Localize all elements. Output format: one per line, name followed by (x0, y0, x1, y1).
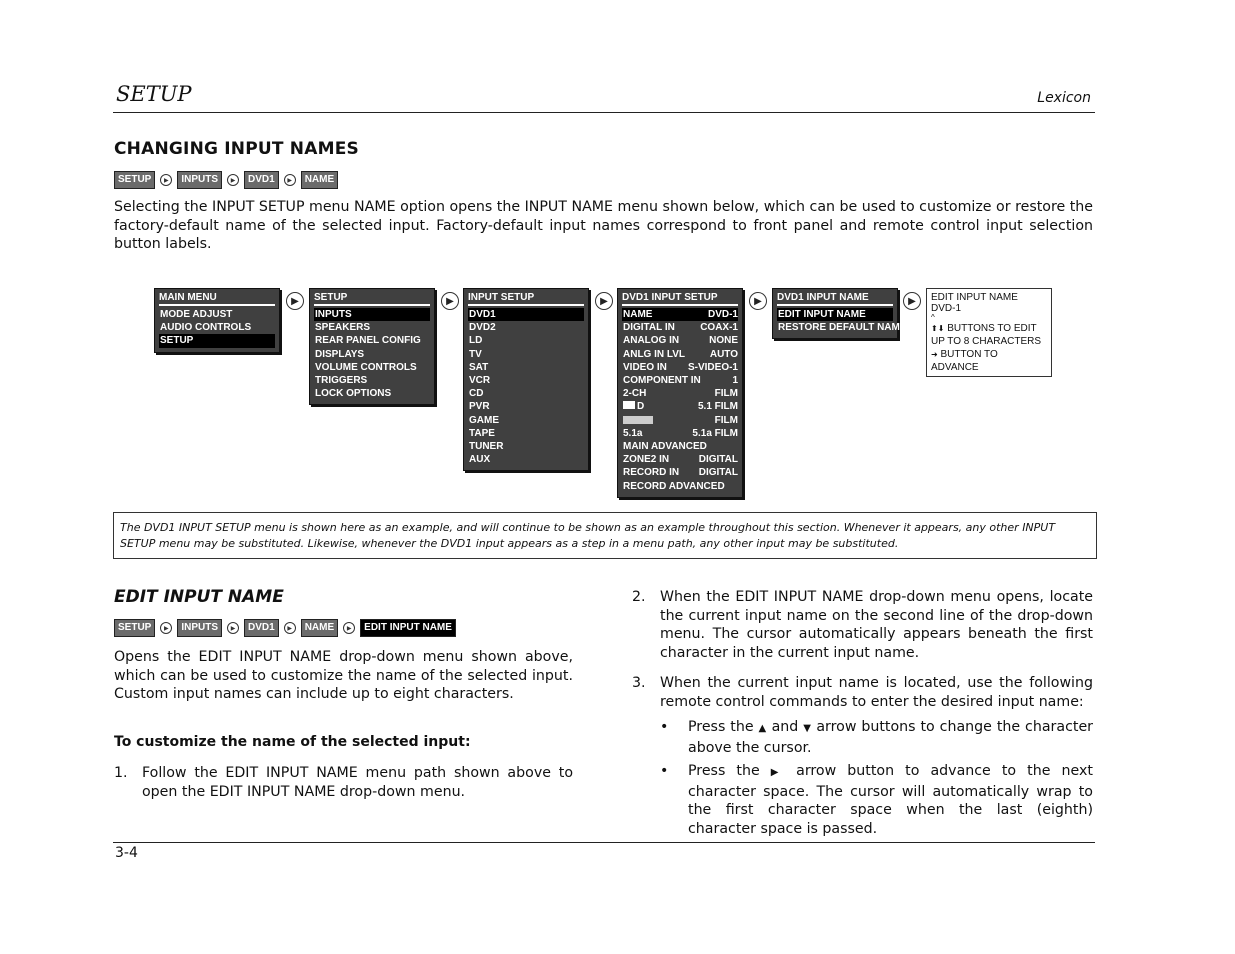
menu-row (622, 387, 738, 400)
path-chip: SETUP (114, 619, 155, 637)
menu-item: RESTORE DEFAULT NAME (778, 322, 907, 334)
procedure-subheading: To customize the name of the selected input: (114, 734, 471, 750)
menu-item: CD (469, 388, 484, 400)
dropdown-line (931, 348, 1047, 374)
dvd1-input-setup-menu-screen (617, 288, 743, 498)
dropdown-text: UP TO 8 CHARACTERS (931, 336, 1042, 347)
up-down-arrows-icon: ⬆⬇ (931, 324, 945, 333)
menu-item: SPEAKERS (315, 322, 371, 334)
menu-item: VCR (469, 375, 491, 387)
bullet-dot: • (660, 763, 669, 779)
step-number: 1. (114, 765, 128, 781)
step-3 (632, 674, 1093, 711)
path-chip: INPUTS (177, 619, 222, 637)
edit-input-name-dropdown (926, 288, 1052, 377)
menu-item: AUDIO CONTROLS (160, 322, 252, 334)
menu-item: DISPLAYS (315, 348, 365, 360)
row-value: FILM (714, 414, 738, 426)
bullet-text-part: and (771, 719, 799, 735)
right-arrow-icon: ➜ (931, 350, 938, 359)
path-arrow-icon: ▶ (160, 174, 172, 186)
menu-item: MODE ADJUST (160, 309, 233, 320)
menu-item: SAT (469, 361, 489, 373)
row-label: ANLG IN LVL (623, 348, 686, 360)
row-label: RECORD ADVANCED (623, 480, 725, 492)
row-value: DIGITAL (698, 454, 738, 466)
row-value: COAX-1 (700, 322, 738, 334)
flow-arrow-icon: ▶ (286, 292, 304, 310)
menu-row (622, 321, 738, 334)
row-value: DVD-1 (707, 309, 738, 320)
row-label: RECORD IN (623, 467, 680, 479)
right-arrow-icon: ▶ (770, 767, 786, 778)
row-label: ZONE2 IN (623, 454, 670, 466)
step-number: 2. (632, 589, 646, 605)
row-label: MAIN ADVANCED (623, 441, 707, 453)
menu-row (622, 466, 738, 479)
menu-title: DVD1 INPUT SETUP (622, 291, 738, 306)
bullet-2 (660, 762, 1093, 839)
page-number: 3-4 (115, 845, 138, 861)
menu-title: INPUT SETUP (468, 291, 584, 306)
step-text: When the current input name is located, use the following remote control commands to enter the desired input name: (660, 675, 1093, 710)
input-setup-menu-screen (463, 288, 589, 471)
menu-item: GAME (469, 414, 499, 426)
path-chip: SETUP (114, 171, 155, 189)
path-arrow-icon: ▶ (160, 622, 172, 634)
step-text: When the EDIT INPUT NAME drop-down menu opens, locate the current input name on the second line of the drop-down menu. The cursor automatically appears beneath the first character in the current input name. (660, 589, 1093, 662)
path-arrow-icon: ▶ (284, 622, 296, 634)
menu-item: LOCK OPTIONS (315, 388, 392, 400)
row-value: DIGITAL (698, 467, 738, 479)
bullet-text (688, 762, 1093, 839)
path-chip: INPUTS (177, 171, 222, 189)
header-rule (113, 112, 1095, 113)
brand-name: Lexicon (1037, 90, 1091, 106)
dropdown-text: BUTTON TO ADVANCE (931, 349, 998, 373)
path-chip-current: EDIT INPUT NAME (360, 619, 456, 637)
path-chip: NAME (301, 619, 338, 637)
flow-arrow-icon: ▶ (903, 292, 921, 310)
flow-arrow-icon: ▶ (749, 292, 767, 310)
bullet-text-part: Press the (688, 719, 754, 735)
row-value: NONE (709, 335, 738, 347)
menu-item: LD (469, 335, 483, 347)
row-value: 1 (732, 375, 738, 387)
menu-item: TUNER (469, 441, 504, 453)
menu-row (622, 427, 738, 440)
menu-row (622, 453, 738, 466)
row-label: D (637, 401, 645, 413)
dropdown-line (931, 322, 1047, 335)
menu-item: TV (469, 348, 482, 360)
setup-menu-screen (309, 288, 435, 405)
row-label: 2-CH (623, 388, 647, 400)
section-heading-edit-input-name: EDIT INPUT NAME (114, 587, 284, 607)
note-box: The DVD1 INPUT SETUP menu is shown here as an example, and will continue to be shown as an example throughout this section. Whenever it appears, any other INPUT SETUP menu may be substituted. Likewise, whenever the DVD1 input appears as a step in a menu path, any other input may be substituted. (113, 512, 1097, 559)
menu-item: DVD2 (469, 322, 496, 334)
path-chip: DVD1 (244, 171, 279, 189)
row-value: AUTO (709, 348, 738, 360)
step-text: Follow the EDIT INPUT NAME menu path shown above to open the EDIT INPUT NAME drop-down menu. (142, 765, 573, 800)
dropdown-title: EDIT INPUT NAME (931, 292, 1018, 303)
dropdown-text: BUTTONS TO EDIT (947, 323, 1037, 334)
section-2-body: Opens the EDIT INPUT NAME drop-down menu shown above, which can be used to customize the name of the selected input. Custom input names can include up to eight characters. (114, 649, 573, 703)
menu-item-selected: INPUTS (314, 308, 430, 321)
menu-item: PVR (469, 401, 490, 413)
menu-row-selected (622, 308, 738, 321)
menu-row (622, 400, 738, 413)
bullet-1 (660, 718, 1093, 757)
current-input-name: DVD-1 (931, 303, 962, 314)
dolby-logo-icon (623, 401, 635, 409)
menu-item-selected: SETUP (159, 334, 275, 347)
menu-item: AUX (469, 454, 491, 466)
bullet-text (688, 718, 1093, 757)
bullet-text-part: Press the (688, 763, 760, 779)
flow-arrow-icon: ▶ (441, 292, 459, 310)
menu-title: DVD1 INPUT NAME (777, 291, 893, 306)
dvd1-input-name-menu-screen (772, 288, 907, 339)
down-arrow-icon: ▼ (803, 723, 812, 734)
row-value: S-VIDEO-1 (687, 361, 738, 373)
menu-item: REAR PANEL CONFIG (315, 335, 421, 347)
cursor-caret: ^ (931, 313, 935, 322)
path-arrow-icon: ▶ (284, 174, 296, 186)
row-label: DIGITAL IN (623, 322, 675, 334)
row-value: FILM (714, 388, 738, 400)
menu-item-selected: DVD1 (468, 308, 584, 321)
path-arrow-icon: ▶ (227, 622, 239, 634)
path-arrow-icon: ▶ (343, 622, 355, 634)
row-value: 5.1 FILM (697, 401, 738, 413)
row-value: 5.1a FILM (692, 427, 738, 439)
menu-path-2 (114, 619, 456, 637)
up-arrow-icon: ▲ (758, 723, 767, 734)
row-label: ANALOG IN (623, 335, 680, 347)
menu-row (622, 440, 738, 453)
step-2 (632, 588, 1093, 663)
menu-title: MAIN MENU (159, 291, 275, 306)
main-menu-screen (154, 288, 280, 353)
menu-row (622, 334, 738, 347)
row-label: 5.1a (623, 427, 643, 439)
menu-item: VOLUME CONTROLS (315, 361, 417, 373)
row-label: VIDEO IN (623, 361, 667, 373)
bullet-dot: • (660, 719, 669, 735)
bullet-text-part: arrow button to advance to the next character space. The cursor will automatically wrap to the first character space when the last (eighth) character space is passed. (688, 763, 1093, 838)
dts-es-logo-icon (623, 416, 653, 424)
menu-row (622, 361, 738, 374)
section-1-body: Selecting the INPUT SETUP menu NAME option opens the INPUT NAME menu shown below, which can be used to customize or restore the factory-default name of the selected input. Factory-default input names correspond to front panel and remote control input selection button labels. (114, 199, 1093, 253)
bullet-text-part: arrow buttons to change the character above the cursor. (688, 719, 1093, 756)
menu-row (622, 374, 738, 387)
menu-item: TRIGGERS (315, 375, 368, 387)
page-section-title: SETUP (116, 82, 192, 106)
menu-item: TAPE (469, 427, 495, 439)
path-chip: NAME (301, 171, 338, 189)
menu-title: SETUP (314, 291, 430, 306)
section-heading-changing-input-names: CHANGING INPUT NAMES (114, 139, 359, 159)
menu-item-selected: EDIT INPUT NAME (777, 308, 893, 321)
step-1 (114, 764, 573, 801)
menu-row (622, 414, 738, 427)
row-label: NAME (623, 309, 653, 320)
step-number: 3. (632, 675, 646, 691)
menu-row (622, 480, 738, 493)
path-arrow-icon: ▶ (227, 174, 239, 186)
row-label: COMPONENT IN (623, 375, 701, 387)
menu-row (622, 348, 738, 361)
footer-rule (113, 842, 1095, 843)
flow-arrow-icon: ▶ (595, 292, 613, 310)
path-chip: DVD1 (244, 619, 279, 637)
menu-path-1 (114, 171, 338, 189)
